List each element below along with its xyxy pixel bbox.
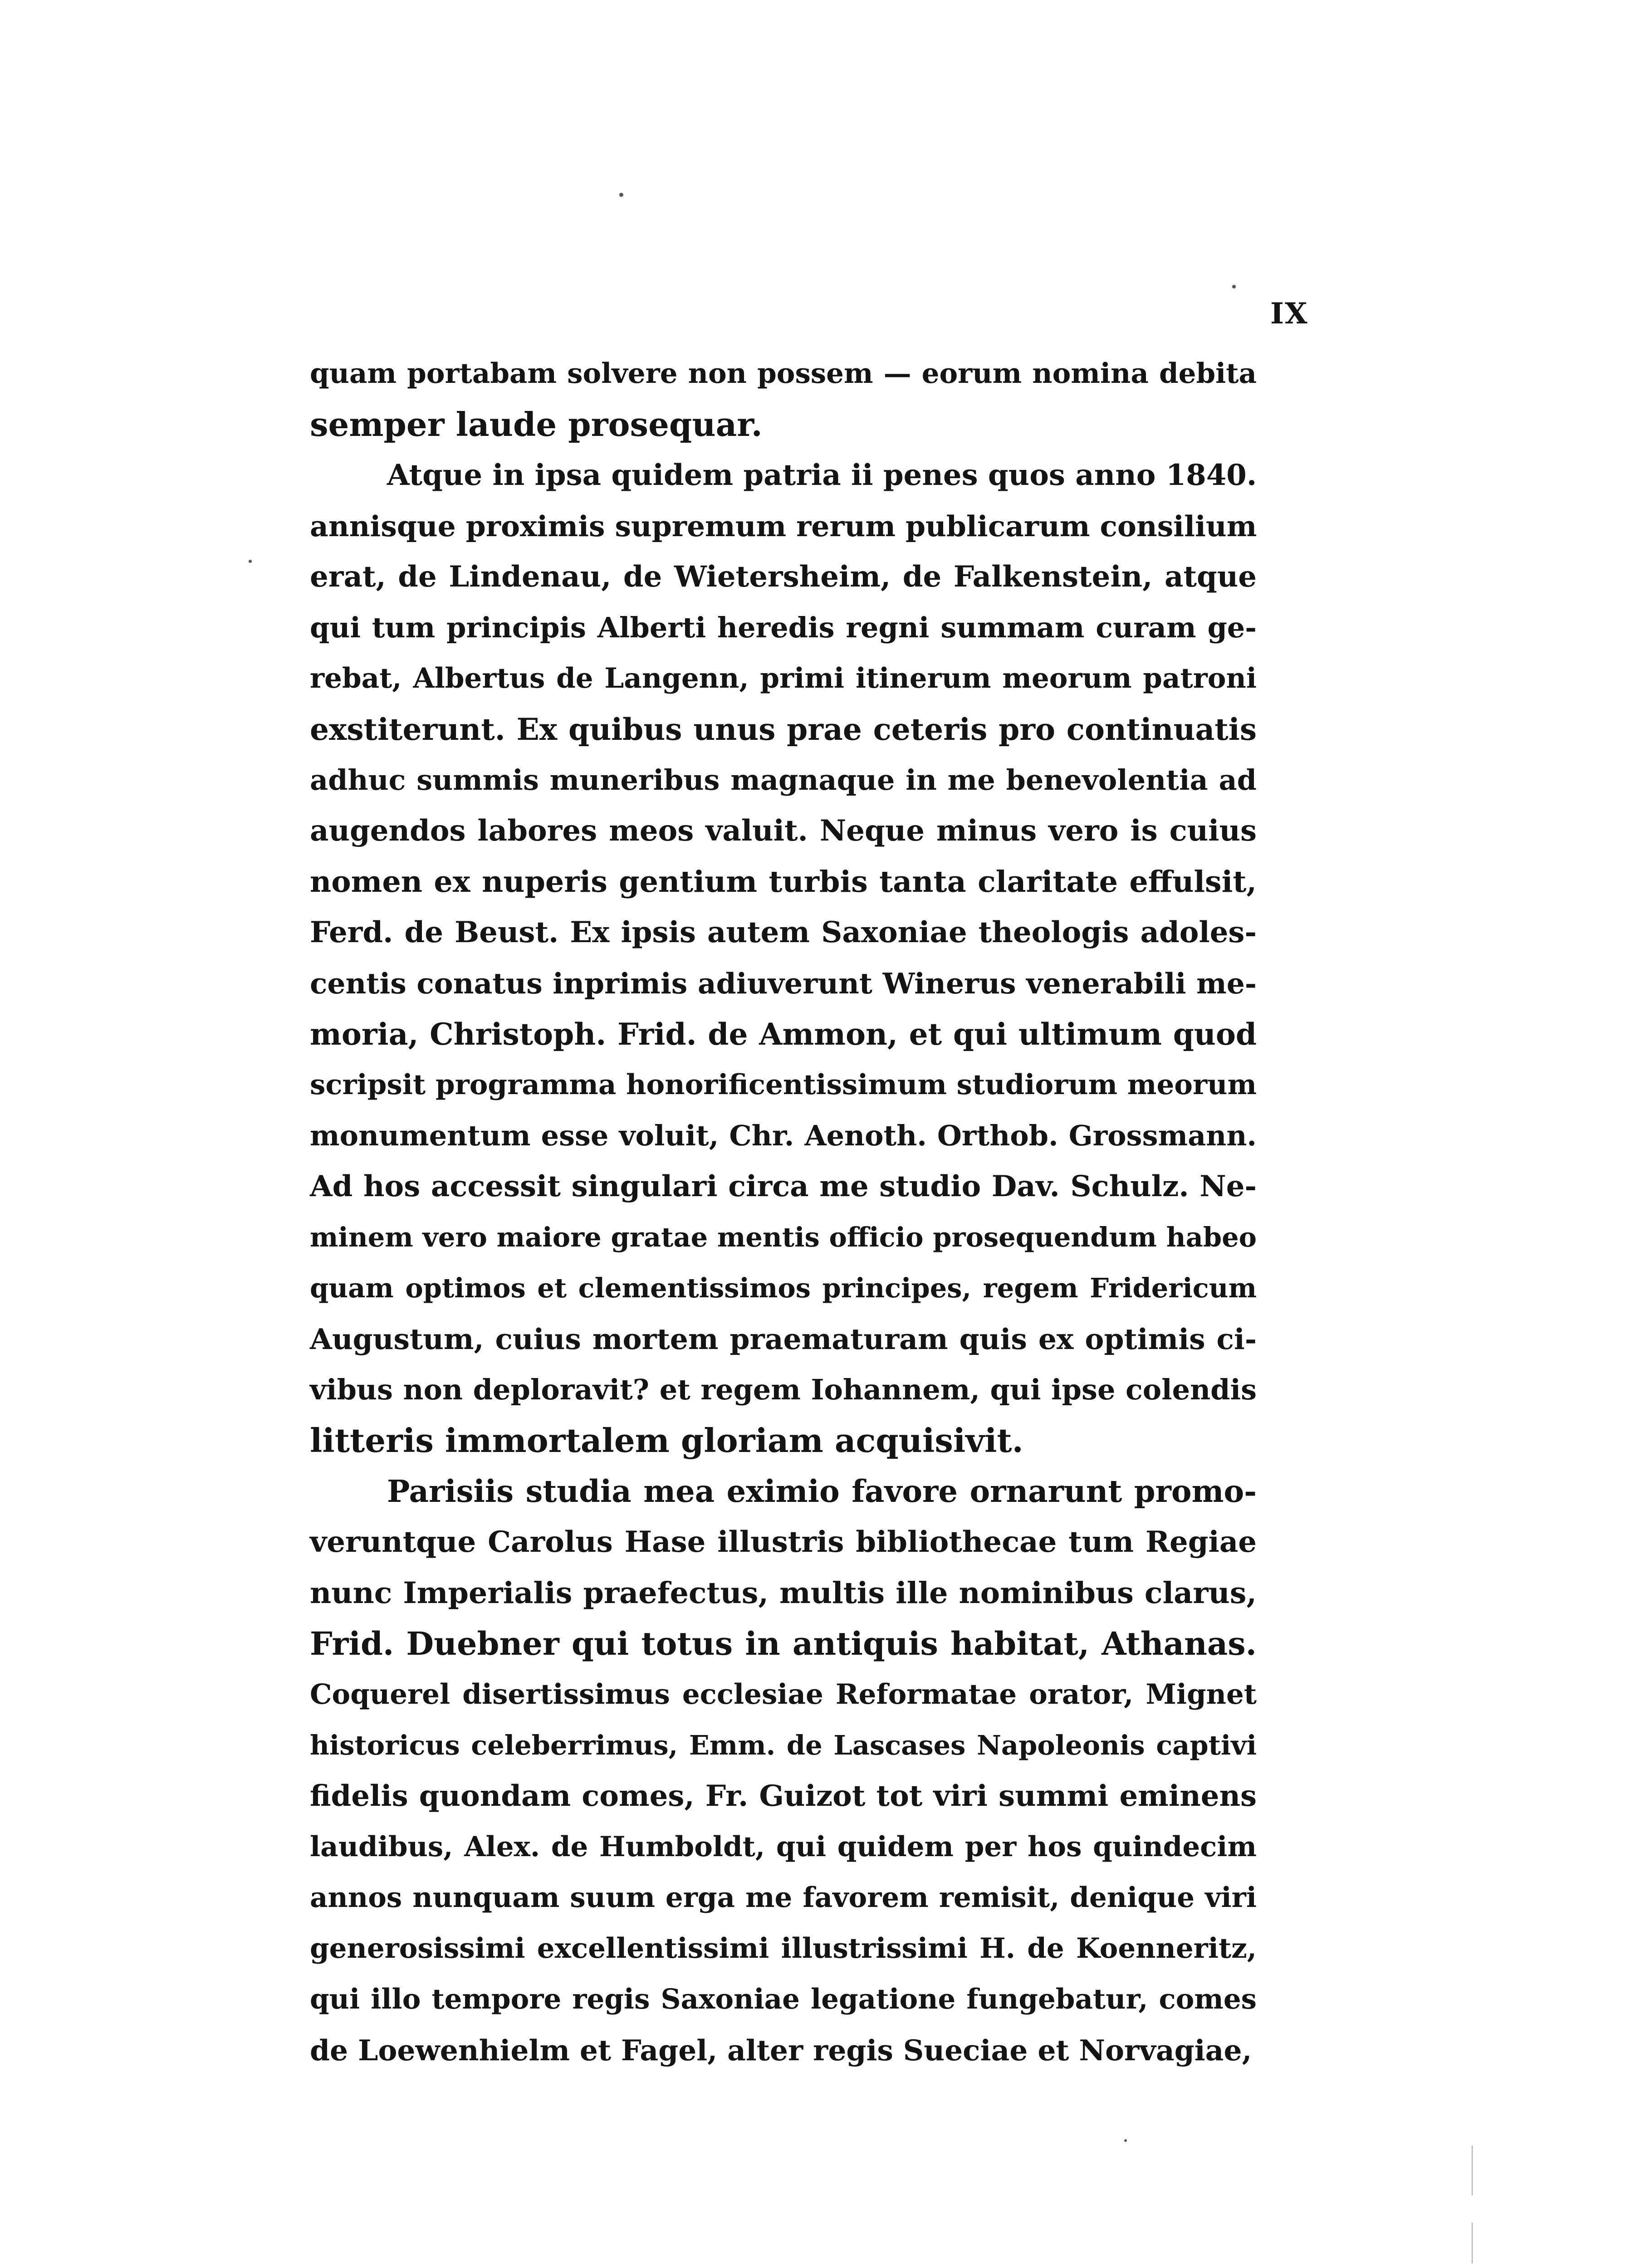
text-line: laudibus, Alex. de Humboldt, qui quidem per hos quindecim bbox=[310, 1831, 1257, 1863]
text-line: Parisiis studia mea eximio favore ornarunt promo- bbox=[387, 1473, 1257, 1509]
text-line: Frid. Duebner qui totus in antiquis habitat, Athanas. bbox=[310, 1625, 1257, 1662]
text-line: historicus celeberrimus, Emm. de Lascases Napoleonis captivi bbox=[310, 1730, 1257, 1761]
text-line: vibus non deploravit? et regem Iohannem, qui ipse colendis bbox=[310, 1373, 1257, 1406]
text-line: quam optimos et clementissimos principes, regem Fridericum bbox=[310, 1272, 1257, 1304]
page-number: IX bbox=[1270, 297, 1308, 331]
text-line: veruntque Carolus Hase illustris bibliothecae tum Regiae bbox=[310, 1525, 1257, 1559]
text-line: generosissimi excellentissimi illustrissimi H. de Koenneritz, bbox=[310, 1932, 1257, 1965]
scan-speck bbox=[619, 193, 623, 197]
scan-speck bbox=[1232, 285, 1236, 288]
text-line: annisque proximis supremum rerum publicarum consilium bbox=[310, 509, 1257, 543]
text-line: semper laude prosequar. bbox=[310, 405, 763, 444]
text-line: annos nunquam suum erga me favorem remisit, denique viri bbox=[310, 1882, 1257, 1914]
text-line: Ferd. de Beust. Ex ipsis autem Saxoniae theologis adoles- bbox=[310, 915, 1257, 949]
text-line: quam portabam solvere non possem — eorum nomina debita bbox=[310, 357, 1257, 390]
text-line: Augustum, cuius mortem praematuram quis ex optimis ci- bbox=[310, 1322, 1257, 1356]
text-line: de Loewenhielm et Fagel, alter regis Sueciae et Norvagiae, bbox=[310, 2033, 1252, 2067]
text-line: monumentum esse voluit, Chr. Aenoth. Orthob. Grossmann. bbox=[310, 1119, 1257, 1152]
scan-speck bbox=[249, 560, 252, 563]
scan-edge-line bbox=[1472, 2146, 1473, 2195]
text-line: augendos labores meos valuit. Neque minus vero is cuius bbox=[310, 814, 1257, 848]
text-line: minem vero maiore gratae mentis officio prosequendum habeo bbox=[310, 1222, 1257, 1253]
text-line: litteris immortalem gloriam acquisivit. bbox=[310, 1421, 1023, 1460]
text-line: fidelis quondam comes, Fr. Guizot tot viri summi eminens bbox=[310, 1779, 1257, 1813]
text-line: nomen ex nuperis gentium turbis tanta claritate effulsit, bbox=[310, 865, 1257, 899]
text-line: scripsit programma honorificentissimum studiorum meorum bbox=[310, 1069, 1257, 1101]
text-line: Coquerel disertissimus ecclesiae Reformatae orator, Mignet bbox=[310, 1678, 1257, 1711]
text-line: Ad hos accessit singulari circa me studio Dav. Schulz. Ne- bbox=[310, 1169, 1257, 1203]
body-text bbox=[310, 348, 1257, 2076]
scan-speck bbox=[1124, 2139, 1127, 2142]
text-line: Atque in ipsa quidem patria ii penes quos anno 1840. bbox=[387, 458, 1257, 492]
scan-edge-line bbox=[1472, 2223, 1473, 2263]
text-line: centis conatus inprimis adiuverunt Winerus venerabili me- bbox=[310, 967, 1257, 1000]
text-line: erat, de Lindenau, de Wietersheim, de Falkenstein, atque bbox=[310, 560, 1257, 594]
text-line: nunc Imperialis praefectus, multis ille nominibus clarus, bbox=[310, 1576, 1257, 1610]
text-line: exstiterunt. Ex quibus unus prae ceteris pro continuatis bbox=[310, 712, 1257, 747]
text-line: rebat, Albertus de Langenn, primi itinerum meorum patroni bbox=[310, 662, 1257, 694]
text-line: qui illo tempore regis Saxoniae legatione fungebatur, comes bbox=[310, 1983, 1257, 2015]
text-line: moria, Christoph. Frid. de Ammon, et qui ultimum quod bbox=[310, 1017, 1257, 1052]
text-line: qui tum principis Alberti heredis regni summam curam ge- bbox=[310, 611, 1257, 644]
text-line: adhuc summis muneribus magnaque in me benevolentia ad bbox=[310, 763, 1257, 797]
